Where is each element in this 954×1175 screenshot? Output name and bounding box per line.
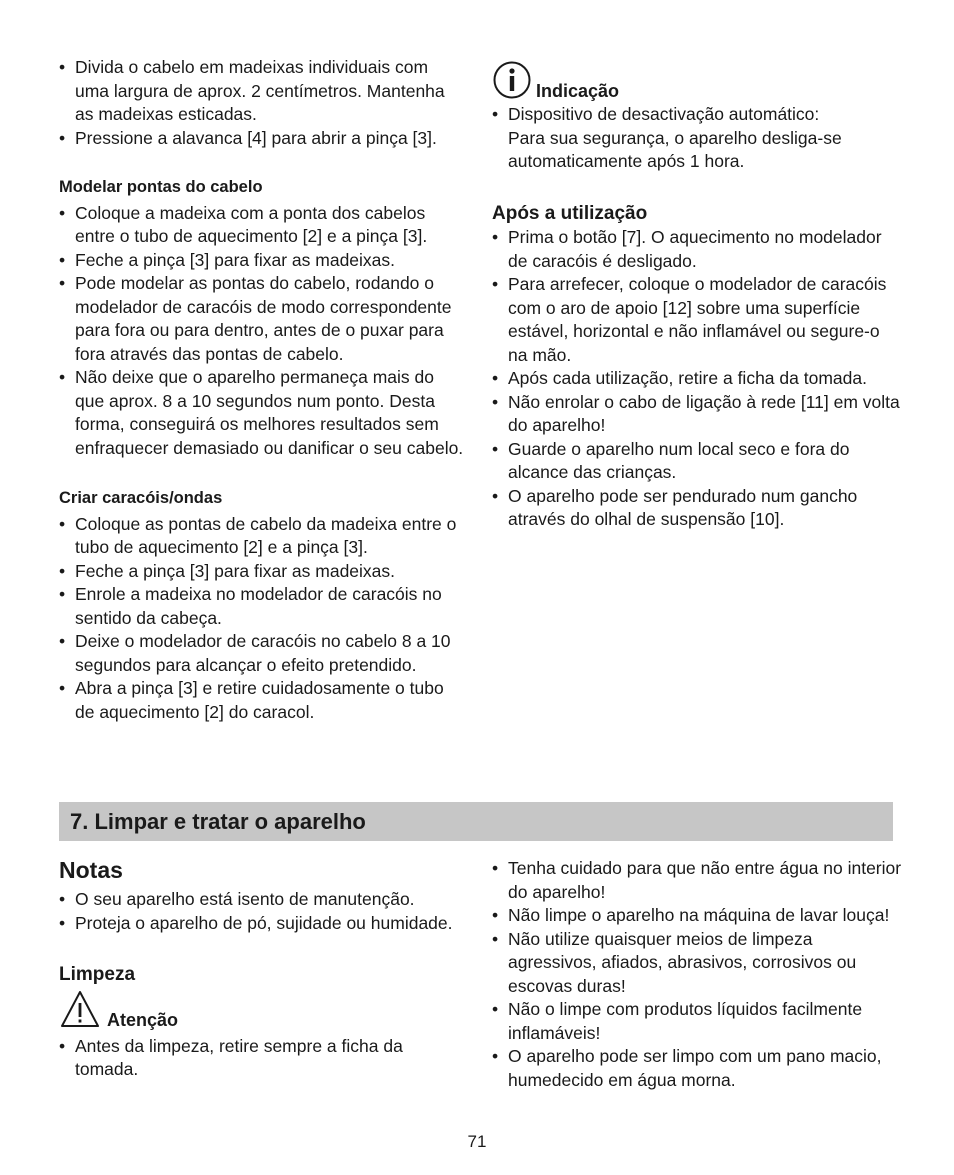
- bullet-list-indicacao: [492, 103, 902, 174]
- list-item: [492, 103, 902, 174]
- limpeza-heading: Limpeza: [59, 964, 136, 985]
- list-item: • Feche a pinça [3] para fixar as madeixas.: [59, 249, 464, 273]
- list-item: • Não o limpe com produtos líquidos facilmente inflamáveis!: [492, 998, 902, 1045]
- page-number: 71: [467, 1132, 487, 1151]
- indicacao-label: Indicação: [536, 80, 620, 101]
- right-column: [492, 60, 902, 532]
- list-item: • Prima o botão [7]. O aquecimento no modelador de caracóis é desligado.: [492, 226, 902, 273]
- list-item: • Coloque a madeixa com a ponta dos cabelos entre o tubo de aquecimento [2] e a pinça [3].: [59, 202, 464, 249]
- section-heading-apos: Após a utilização: [492, 202, 648, 224]
- indicacao-bullet: Dispositivo de desactivação automático:: [508, 104, 820, 124]
- list-item: • Pressione a alavanca [4] para abrir a pinça [3].: [59, 127, 464, 151]
- list-item: • Proteja o aparelho de pó, sujidade ou humidade.: [59, 912, 464, 936]
- list-item: • Após cada utilização, retire a ficha da tomada.: [492, 367, 902, 391]
- list-item: • Não deixe que o aparelho permaneça mais do que aprox. 8 a 10 segundos num ponto. Desta forma, conseguirá os melhores resultados sem enfraquecer demasiado ou danificar o seu cabelo.: [59, 366, 464, 460]
- list-item: • O seu aparelho está isento de manutenção.: [59, 888, 464, 912]
- list-item: • O aparelho pode ser pendurado num gancho através do olhal de suspensão [10].: [492, 485, 902, 532]
- notas-heading: Notas: [59, 857, 123, 883]
- list-item: • Antes da limpeza, retire sempre a ficha da tomada.: [59, 1035, 464, 1082]
- info-icon: [492, 60, 532, 100]
- atencao-label: Atenção: [107, 1010, 179, 1030]
- list-item: • Não limpe o aparelho na máquina de lavar louça!: [492, 904, 902, 928]
- list-item: • Pode modelar as pontas do cabelo, rodando o modelador de caracóis de modo correspondente para fora ou para dentro, antes de o puxar para fora através das pontas de cabelo.: [59, 272, 464, 366]
- list-item: • Não enrolar o cabo de ligação à rede [11] em volta do aparelho!: [492, 391, 902, 438]
- list-item: • Para arrefecer, coloque o modelador de caracóis com o aro de apoio [12] sobre uma superfície estável, horizontal e não inflamável ou segure-o na mão.: [492, 273, 902, 367]
- section-banner: [59, 802, 893, 841]
- list-item: • Abra a pinça [3] e retire cuidadosamente o tubo de aquecimento [2] do caracol.: [59, 677, 464, 724]
- bullet-list-limpeza: [59, 1035, 464, 1082]
- right-column-bottom: [492, 857, 902, 1092]
- indicacao-text: Para sua segurança, o aparelho desliga-se automaticamente após 1 hora.: [508, 127, 842, 171]
- bullet-list-right-bottom: [492, 857, 902, 1092]
- list-item: • Deixe o modelador de caracóis no cabelo 8 a 10 segundos para alcançar o efeito pretendido.: [59, 630, 464, 677]
- list-item: • O aparelho pode ser limpo com um pano macio, humedecido em água morna.: [492, 1045, 902, 1092]
- bullet-list-apos: [492, 226, 902, 532]
- list-item: • Enrole a madeixa no modelador de caracóis no sentido da cabeça.: [59, 583, 464, 630]
- list-item: • Tenha cuidado para que não entre água no interior do aparelho!: [492, 857, 902, 904]
- section-heading-pontas: Modelar pontas do cabelo: [59, 178, 263, 196]
- list-item: • Coloque as pontas de cabelo da madeixa entre o tubo de aquecimento [2] e a pinça [3].: [59, 513, 464, 560]
- section-heading-caracois: Criar caracóis/ondas: [59, 489, 223, 507]
- bullet-list-pontas: [59, 202, 464, 461]
- warning-icon: [59, 989, 101, 1029]
- indicacao-header: [492, 60, 902, 100]
- list-item: • Divida o cabelo em madeixas individuais com uma largura de aprox. 2 centímetros. Mantenha as madeixas esticadas.: [59, 56, 464, 127]
- list-item: • Não utilize quaisquer meios de limpeza agressivos, afiados, abrasivos, corrosivos ou escovas duras!: [492, 928, 902, 999]
- list-item: • Feche a pinça [3] para fixar as madeixas.: [59, 560, 464, 584]
- section-title: 7. Limpar e tratar o aparelho: [70, 809, 366, 834]
- bullet-list-notas: [59, 888, 464, 935]
- bullet-list-top: [59, 56, 464, 150]
- left-column-bottom: [59, 856, 464, 1082]
- left-column: [59, 56, 464, 724]
- list-item: • Guarde o aparelho num local seco e fora do alcance das crianças.: [492, 438, 902, 485]
- bullet-list-caracois: [59, 513, 464, 725]
- atencao-header: [59, 989, 464, 1029]
